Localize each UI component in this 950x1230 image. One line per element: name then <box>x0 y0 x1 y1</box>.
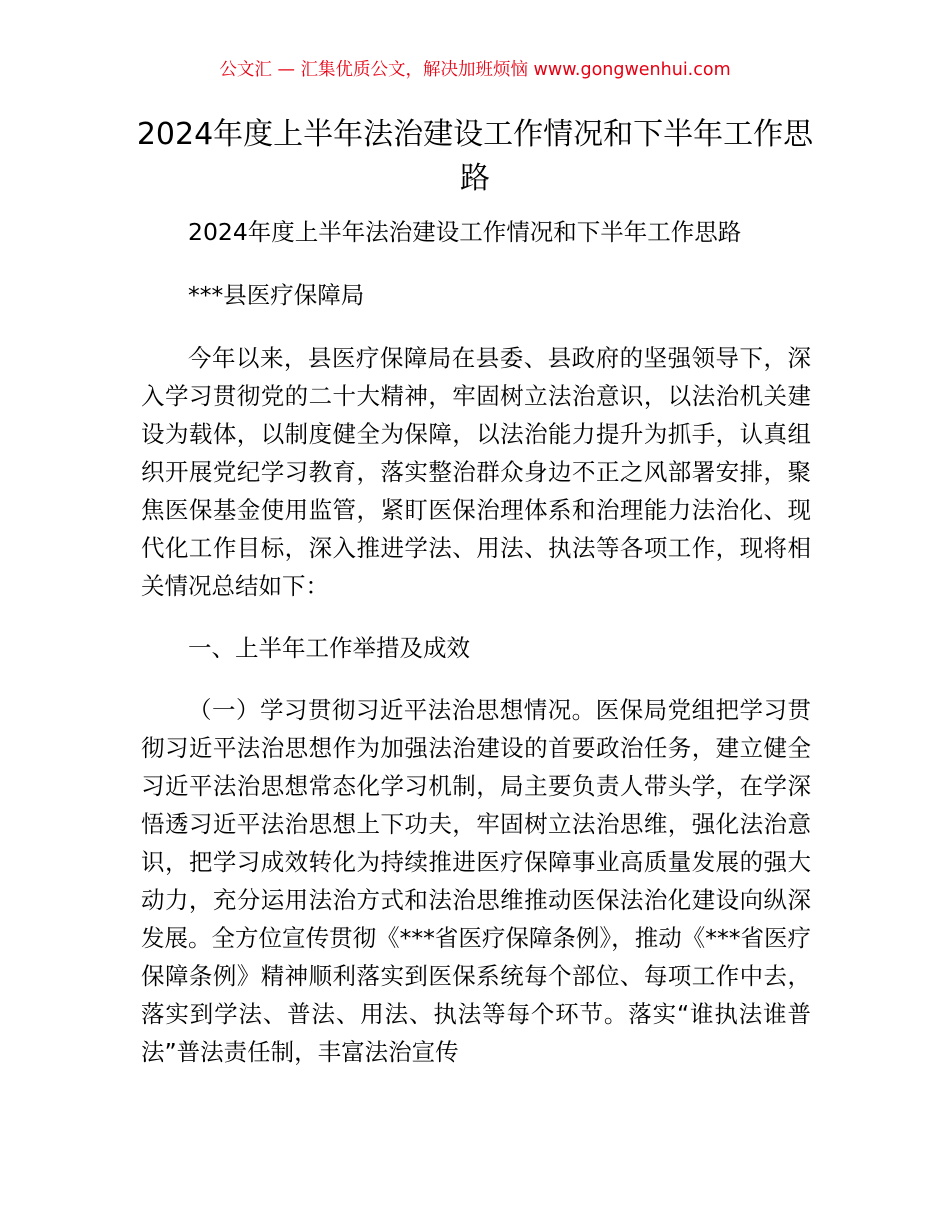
intro-paragraph: 今年以来，县医疗保障局在县委、县政府的坚强领导下，深入学习贯彻党的二十大精神，牢固树立法治意识，以法治机关建设为载体，以制度健全为保障，以法治能力提升为抓手，认真组织开展党纪学习教育，落实整治群众身边不正之风部署安排，聚焦医保基金使用监管，紧盯医保治理体系和治理能力法治化、现代化工作目标，深入推进学法、用法、执法等各项工作，现将相关情况总结如下： <box>141 344 811 600</box>
header-banner: 公文汇 — 汇集优质公文，解决加班烦恼 www.gongwenhui.com <box>219 60 731 80</box>
document-author: ***县医疗保障局 <box>188 281 365 309</box>
document-body <box>141 213 811 1071</box>
section-paragraph: （一）学习贯彻习近平法治思想情况。医保局党组把学习贯彻习近平法治思想作为加强法治建设的首要政治任务，建立健全习近平法治思想常态化学习机制，局主要负责人带头学，在学深悟透习近平法治思想上下功夫，牢固树立法治思维，强化法治意识，把学习成效转化为持续推进医疗保障事业高质量发展的强大动力，充分运用法治方式和法治思维推动医保法治化建设向纵深发展。全方位宣传贯彻《***省医疗保障条例》，推动《***省医疗保障条例》精神顺利落实到医保系统每个部位、每项工作中去，落实到学法、普法、用法、执法等每个环节。落实“谁执法谁普法”普法责任制，丰富法治宣传 <box>141 696 811 1066</box>
document-subtitle: 2024年度上半年法治建设工作情况和下半年工作思路 <box>188 218 742 246</box>
section-heading: 一、上半年工作举措及成效 <box>188 634 470 662</box>
document-title: 2024年度上半年法治建设工作情况和下半年工作思路 <box>136 117 814 196</box>
